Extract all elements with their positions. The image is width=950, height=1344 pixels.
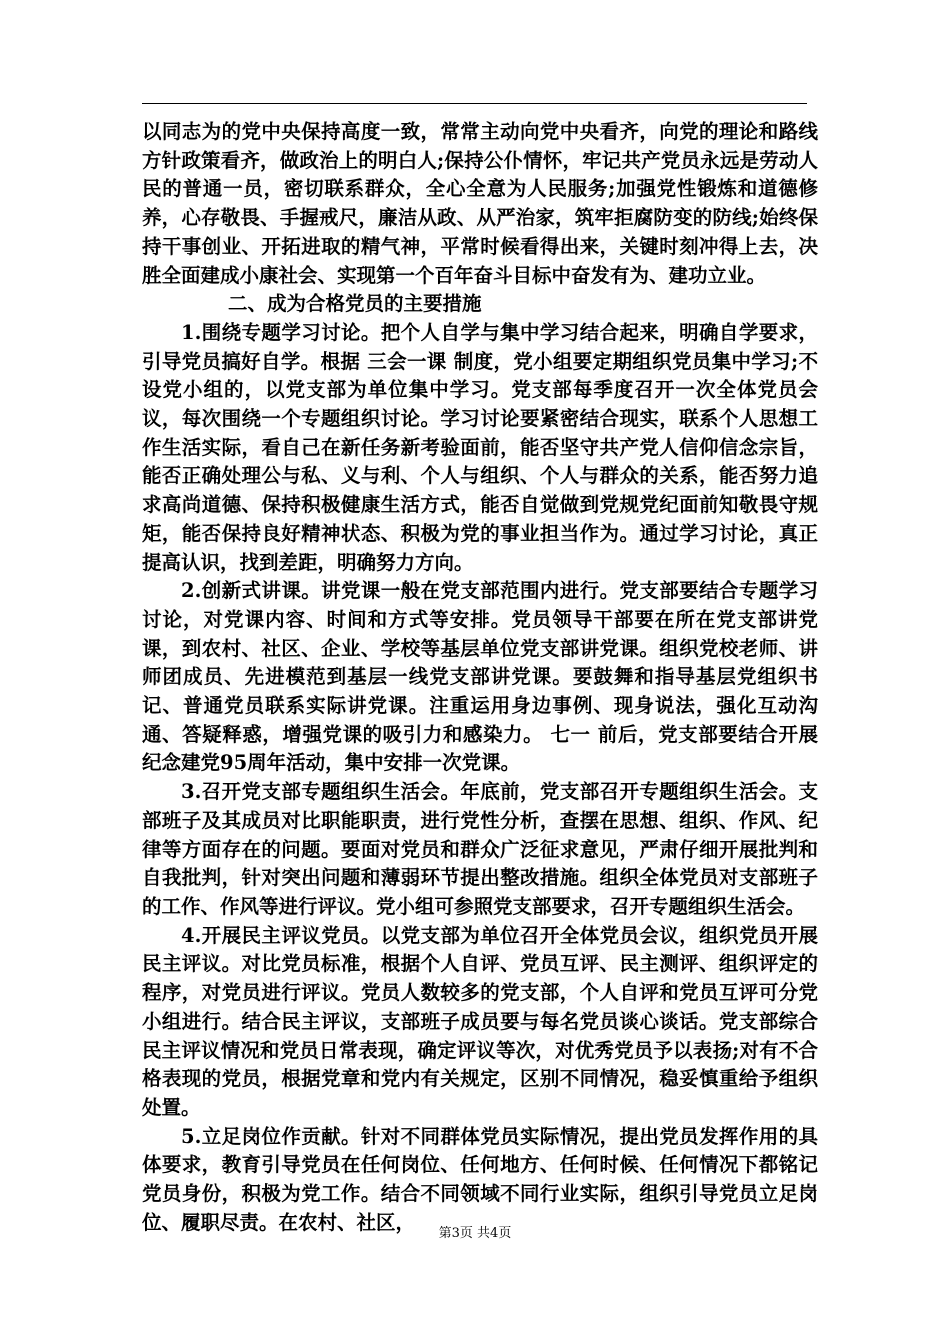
paragraph-item-5: 5.立足岗位作贡献。针对不同群体党员实际情况，提出党员发挥作用的具体要求，教育引导党员在任何岗位、任何地方、任何时候、任何情况下都铭记党员身份，积极为党工作。结合不同领域不同行业实际，组织引导党员立足岗位、履职尽责。在农村、社区， [142,1124,818,1234]
paragraph-continuation: 以同志为的党中央保持高度一致，常常主动向党中央看齐，向党的理论和路线方针政策看齐，做政治上的明白人;保持公仆情怀，牢记共产党员永远是劳动人民的普通一员，密切联系群众，全心全意为人民服务;加强党性锻炼和道德修养，心存敬畏、手握戒尺，廉洁从政、从严治家，筑牢拒腐防变的防线;始终保持干事创业、开拓进取的精气神，平常时候看得出来，关键时刻冲得上去，决胜全面建成小康社会、实现第一个百年奋斗目标中奋发有为、建功立业。 [142,120,818,287]
paragraph-item-4: 4.开展民主评议党员。以党支部为单位召开全体党员会议，组织党员开展民主评议。对比党员标准，根据个人自评、党员互评、民主测评、组织评定的程序，对党员进行评议。党员人数较多的党支部，个人自评和党员互评可分党小组进行。结合民主评议，支部班子成员要与每名党员谈心谈话。党支部综合民主评议情况和党员日常表现，确定评议等次，对优秀党员予以表扬;对有不合格表现的党员，根据党章和党内有关规定，区别不同情况，稳妥慎重给予组织处置。 [142,923,818,1119]
header-rule [142,103,807,104]
section-heading: 二、成为合格党员的主要措施 [228,292,482,316]
paragraph-item-3: 3.召开党支部专题组织生活会。年底前，党支部召开专题组织生活会。支部班子及其成员对比职能职责，进行党性分析，查摆在思想、组织、作风、纪律等方面存在的问题。要面对党员和群众广泛征求意见，严肃仔细开展批判和自我批判，针对突出问题和薄弱环节提出整改措施。组织全体党员对支部班子的工作、作风等进行评议。党小组可参照党支部要求，召开专题组织生活会。 [142,780,818,918]
page-number-footer: 第3页 共4页 [438,1226,512,1241]
paragraph-item-2: 2.创新式讲课。讲党课一般在党支部范围内进行。党支部要结合专题学习讨论，对党课内容、时间和方式等安排。党员领导干部要在所在党支部讲党课，到农村、社区、企业、学校等基层单位党支部讲党课。组织党校老师、讲师团成员、先进模范到基层一线党支部讲党课。要鼓舞和指导基层党组织书记、普通党员联系实际讲党课。注重运用身边事例、现身说法，强化互动沟通、答疑释惑，增强党课的吸引力和感染力。 七一 前后，党支部要结合开展纪念建党95周年活动，集中安排一次党课。 [142,579,818,775]
paragraph-item-1: 1.围绕专题学习讨论。把个人自学与集中学习结合起来，明确自学要求，引导党员搞好自学。根据 三会一课 制度，党小组要定期组织党员集中学习;不设党小组的，以党支部为单位集中学习。党支部每季度召开一次全体党员会议，每次围绕一个专题组织讨论。学习讨论要紧密结合现实，联系个人思想工作生活实际，看自己在新任务新考验面前，能否坚守共产党人信仰信念宗旨，能否正确处理公与私、义与利、个人与组织、个人与群众的关系，能否努力追求高尚道德、保持积极健康生活方式，能否自觉做到党规党纪面前知敬畏守规矩，能否保持良好精神状态、积极为党的事业担当作为。通过学习讨论，真正提高认识，找到差距，明确努力方向。 [142,320,818,574]
document-body [142,118,818,1237]
